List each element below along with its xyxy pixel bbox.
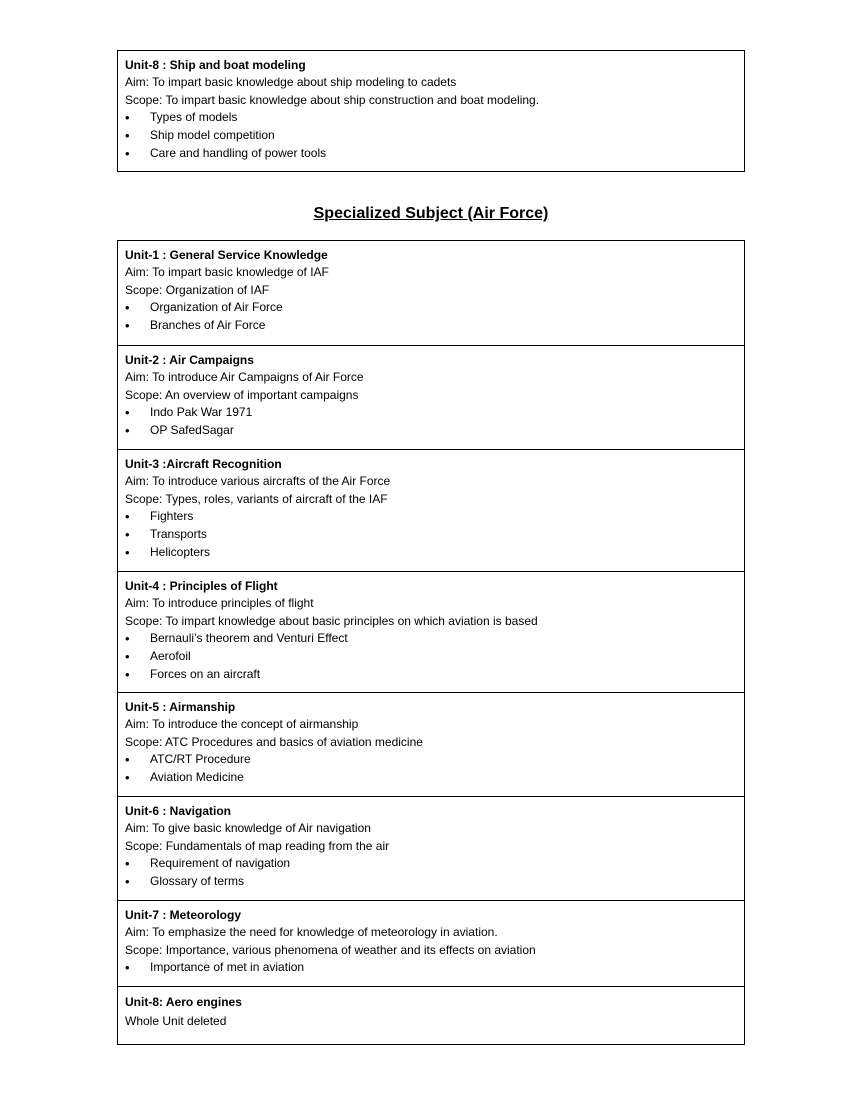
bullet-icon: • (125, 527, 130, 543)
list-item (125, 404, 744, 422)
list-item (125, 422, 744, 440)
bullet-icon: • (125, 300, 130, 316)
bullet-icon: • (125, 874, 130, 890)
list-item-text: Bernauli’s theorem and Venturi Effect (150, 631, 348, 646)
bullet-icon: • (125, 649, 130, 665)
list-item-text: Forces on an aircraft (150, 666, 261, 681)
list-item (125, 127, 744, 145)
unit-2-cell (118, 345, 744, 449)
bullet-icon: • (125, 145, 130, 161)
list-item (125, 526, 744, 544)
list-item (125, 630, 744, 648)
list-item-text: Care and handling of power tools (150, 145, 327, 160)
list-item (125, 145, 744, 163)
list-item-text: Branches of Air Force (150, 318, 266, 333)
list-item-text: Glossary of terms (150, 874, 245, 889)
unit-heading: Unit-8: Aero engines (125, 995, 242, 1009)
list-item (125, 109, 744, 127)
unit-1-cell (118, 241, 744, 345)
list-item (125, 508, 744, 526)
unit-6-cell (118, 796, 744, 900)
list-item (125, 666, 744, 684)
list-item-text: Indo Pak War 1971 (150, 405, 253, 420)
unit-7-cell (118, 900, 744, 986)
unit-3-cell (118, 449, 744, 571)
list-item (125, 855, 744, 873)
bullet-icon: • (125, 960, 130, 976)
unit-4-cell (118, 571, 744, 692)
ship-modeling-unit-box (117, 50, 745, 172)
list-item-text: Importance of met in aviation (150, 960, 305, 975)
bullet-icon: • (125, 128, 130, 144)
unit-heading: Unit-6 : Navigation (125, 804, 232, 818)
unit-scope: Scope: To impart knowledge about basic principles on which aviation is based (125, 613, 538, 628)
list-item-text: Requirement of navigation (150, 856, 291, 871)
unit-scope: Scope: Organization of IAF (125, 282, 270, 297)
unit-heading: Unit-8 : Ship and boat modeling (125, 58, 306, 72)
bullet-icon: • (125, 318, 130, 334)
list-item-text: Fighters (150, 509, 194, 524)
list-item-text: Helicopters (150, 544, 211, 559)
list-item (125, 769, 744, 787)
list-item-text: ATC/RT Procedure (150, 752, 251, 767)
unit-heading: Unit-7 : Meteorology (125, 908, 241, 922)
unit-aim: Aim: To introduce Air Campaigns of Air Force (125, 370, 364, 385)
unit-aim: Aim: To introduce the concept of airmanship (125, 717, 359, 732)
air-force-units-table (117, 240, 745, 1045)
unit-aim: Aim: To impart basic knowledge of IAF (125, 265, 329, 280)
unit-5-cell (118, 692, 744, 796)
list-item-text: Transports (150, 527, 207, 542)
list-item (125, 648, 744, 666)
unit-scope: Scope: Importance, various phenomena of weather and its effects on aviation (125, 942, 536, 957)
unit-aim: Aim: To introduce various aircrafts of the Air Force (125, 474, 391, 489)
list-item (125, 317, 744, 335)
unit-note: Whole Unit deleted (125, 1014, 227, 1028)
list-item-text: Ship model competition (150, 128, 275, 143)
bullet-icon: • (125, 509, 130, 525)
bullet-icon: • (125, 856, 130, 872)
list-item (125, 873, 744, 891)
list-item (125, 299, 744, 317)
unit-heading: Unit-3 :Aircraft Recognition (125, 457, 282, 471)
unit-aim: Aim: To give basic knowledge of Air navigation (125, 821, 371, 836)
bullet-icon: • (125, 752, 130, 768)
bullet-icon: • (125, 405, 130, 421)
unit-scope: Scope: An overview of important campaigns (125, 387, 359, 402)
unit-heading: Unit-1 : General Service Knowledge (125, 248, 328, 262)
unit-heading: Unit-2 : Air Campaigns (125, 353, 254, 367)
unit-scope: Scope: Types, roles, variants of aircraft of the IAF (125, 491, 388, 506)
unit-aim: Aim: To introduce principles of flight (125, 596, 314, 611)
unit-aim: Aim: To emphasize the need for knowledge of meteorology in aviation. (125, 925, 498, 940)
list-item (125, 544, 744, 562)
section-title: Specialized Subject (Air Force) (313, 205, 549, 222)
bullet-icon: • (125, 544, 130, 560)
list-item-text: OP SafedSagar (150, 423, 234, 438)
bullet-icon: • (125, 423, 130, 439)
bullet-icon: • (125, 666, 130, 682)
unit-scope: Scope: Fundamentals of map reading from the air (125, 838, 390, 853)
bullet-icon: • (125, 110, 130, 126)
bullet-icon: • (125, 631, 130, 647)
list-item-text: Aerofoil (150, 649, 191, 664)
unit-cell (118, 51, 744, 171)
unit-aim: Aim: To impart basic knowledge about ship modeling to cadets (125, 75, 457, 90)
list-item-text: Aviation Medicine (150, 770, 244, 785)
unit-scope: Scope: ATC Procedures and basics of aviation medicine (125, 734, 423, 749)
unit-heading: Unit-4 : Principles of Flight (125, 579, 278, 593)
list-item-text: Organization of Air Force (150, 300, 283, 315)
list-item (125, 751, 744, 769)
bullet-icon: • (125, 770, 130, 786)
unit-8-cell (118, 986, 744, 1044)
unit-heading: Unit-5 : Airmanship (125, 700, 236, 714)
list-item (125, 959, 744, 977)
unit-scope: Scope: To impart basic knowledge about ship construction and boat modeling. (125, 92, 540, 107)
list-item-text: Types of models (150, 110, 238, 125)
